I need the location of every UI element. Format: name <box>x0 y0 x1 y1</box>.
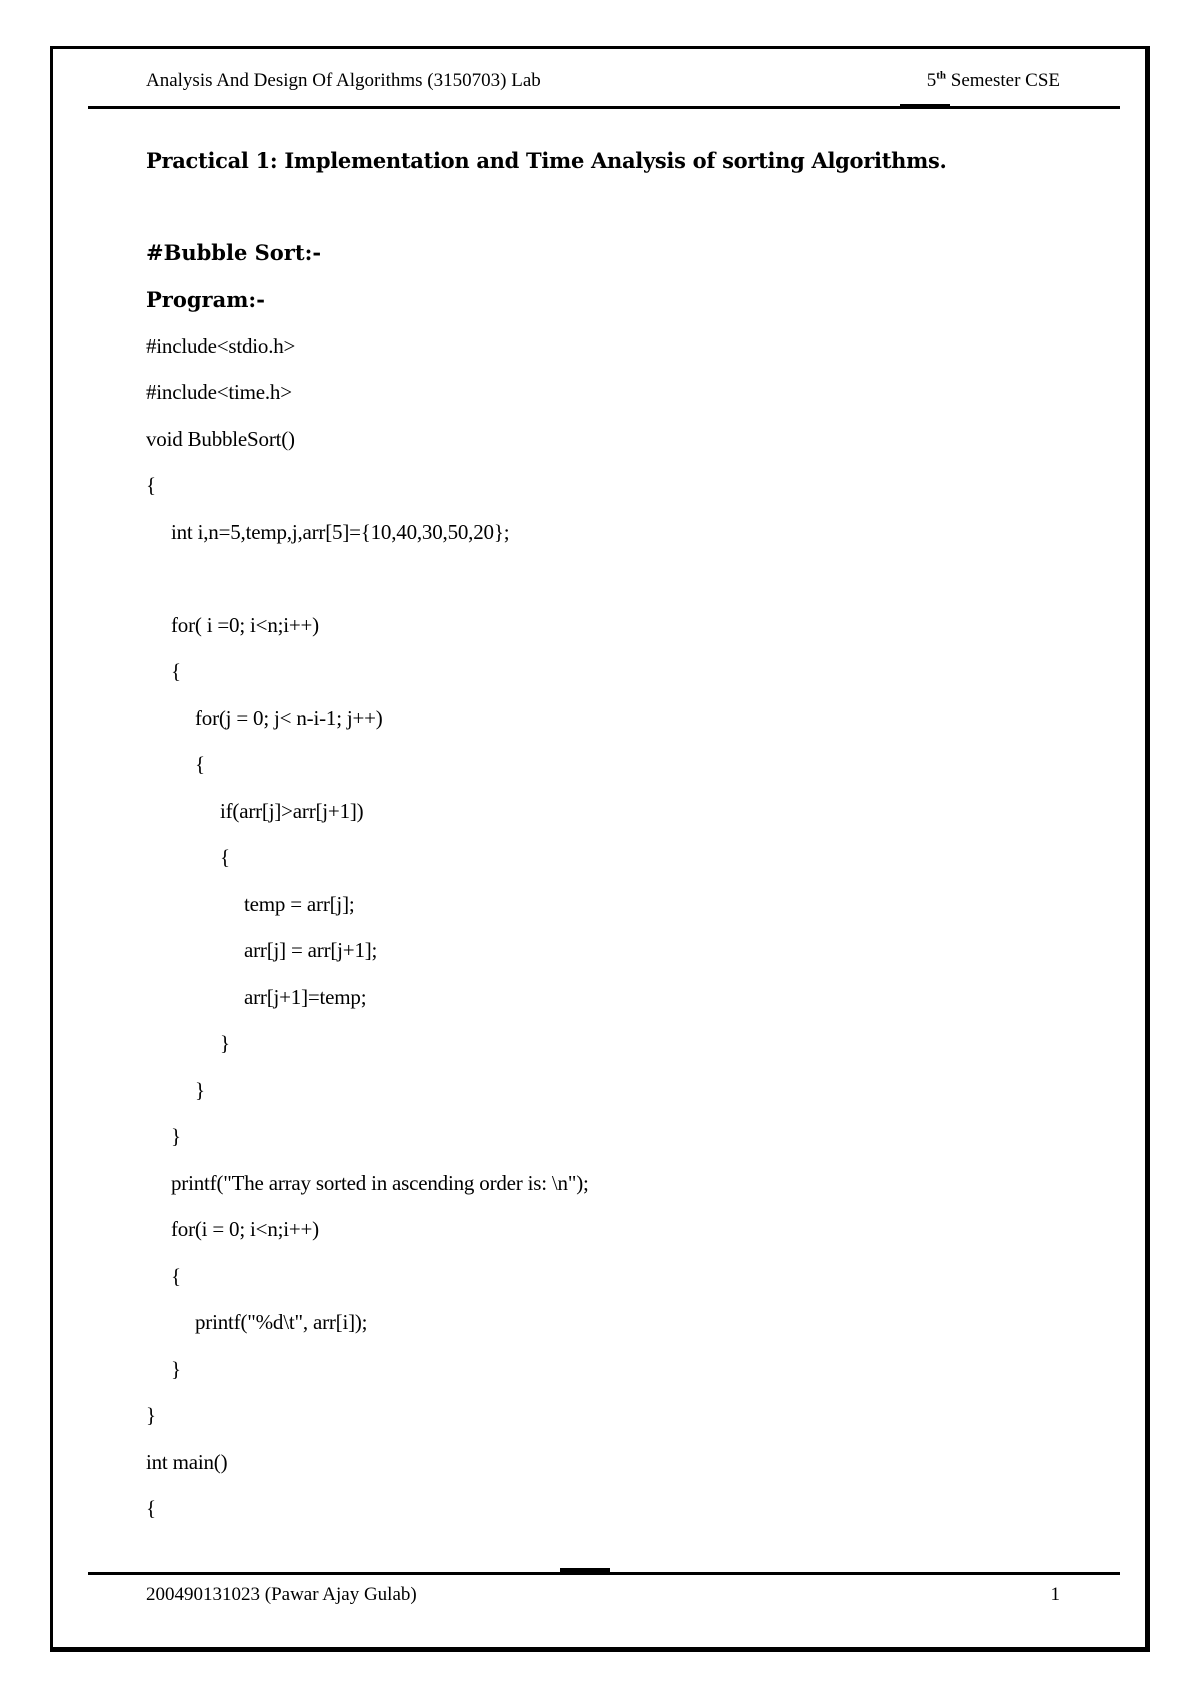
section-heading: #Bubble Sort:- <box>146 240 322 265</box>
code-line: } <box>220 1031 230 1055</box>
code-line: for( i =0; i<n;i++) <box>171 613 319 637</box>
page-number: 1 <box>1050 1584 1060 1605</box>
footer-student: 200490131023 (Pawar Ajay Gulab) <box>146 1584 417 1605</box>
code-line: { <box>171 1264 181 1288</box>
code-line: #include<stdio.h> <box>146 334 296 358</box>
program-label: Program:- <box>146 287 265 312</box>
footer-rule <box>88 1572 1120 1575</box>
code-line: arr[j+1]=temp; <box>244 985 367 1009</box>
code-line: } <box>146 1403 156 1427</box>
code-line: for(j = 0; j< n-i-1; j++) <box>195 706 383 730</box>
code-line: printf("The array sorted in ascending order is: \n"); <box>171 1171 589 1195</box>
code-line: } <box>171 1357 181 1381</box>
header-semester <box>927 70 1060 92</box>
code-line: } <box>195 1078 205 1102</box>
semester-number: 5 <box>926 70 937 91</box>
header-rule-accent <box>900 104 950 108</box>
practical-title: Practical 1: Implementation and Time Analysis of sorting Algorithms. <box>146 148 947 173</box>
code-line: if(arr[j]>arr[j+1]) <box>220 799 364 823</box>
header-course-title: Analysis And Design Of Algorithms (3150703) Lab <box>146 70 541 91</box>
code-line: void BubbleSort() <box>146 427 295 451</box>
code-line: int i,n=5,temp,j,arr[5]={10,40,30,50,20}; <box>171 520 510 544</box>
code-line: int main() <box>146 1450 228 1474</box>
footer-rule-accent <box>560 1568 610 1572</box>
code-line: { <box>146 1496 156 1520</box>
code-line: for(i = 0; i<n;i++) <box>171 1217 319 1241</box>
code-line: { <box>171 659 181 683</box>
code-line: { <box>220 845 230 869</box>
code-line: arr[j] = arr[j+1]; <box>244 938 378 962</box>
code-line: } <box>171 1124 181 1148</box>
header-rule <box>88 106 1120 109</box>
code-line: temp = arr[j]; <box>244 892 355 916</box>
code-line: #include<time.h> <box>146 380 292 404</box>
code-line: { <box>195 752 205 776</box>
code-line: printf("%d\t", arr[i]); <box>195 1310 368 1334</box>
code-line: { <box>146 473 156 497</box>
semester-label: Semester CSE <box>946 70 1060 91</box>
semester-suffix: th <box>936 69 946 82</box>
